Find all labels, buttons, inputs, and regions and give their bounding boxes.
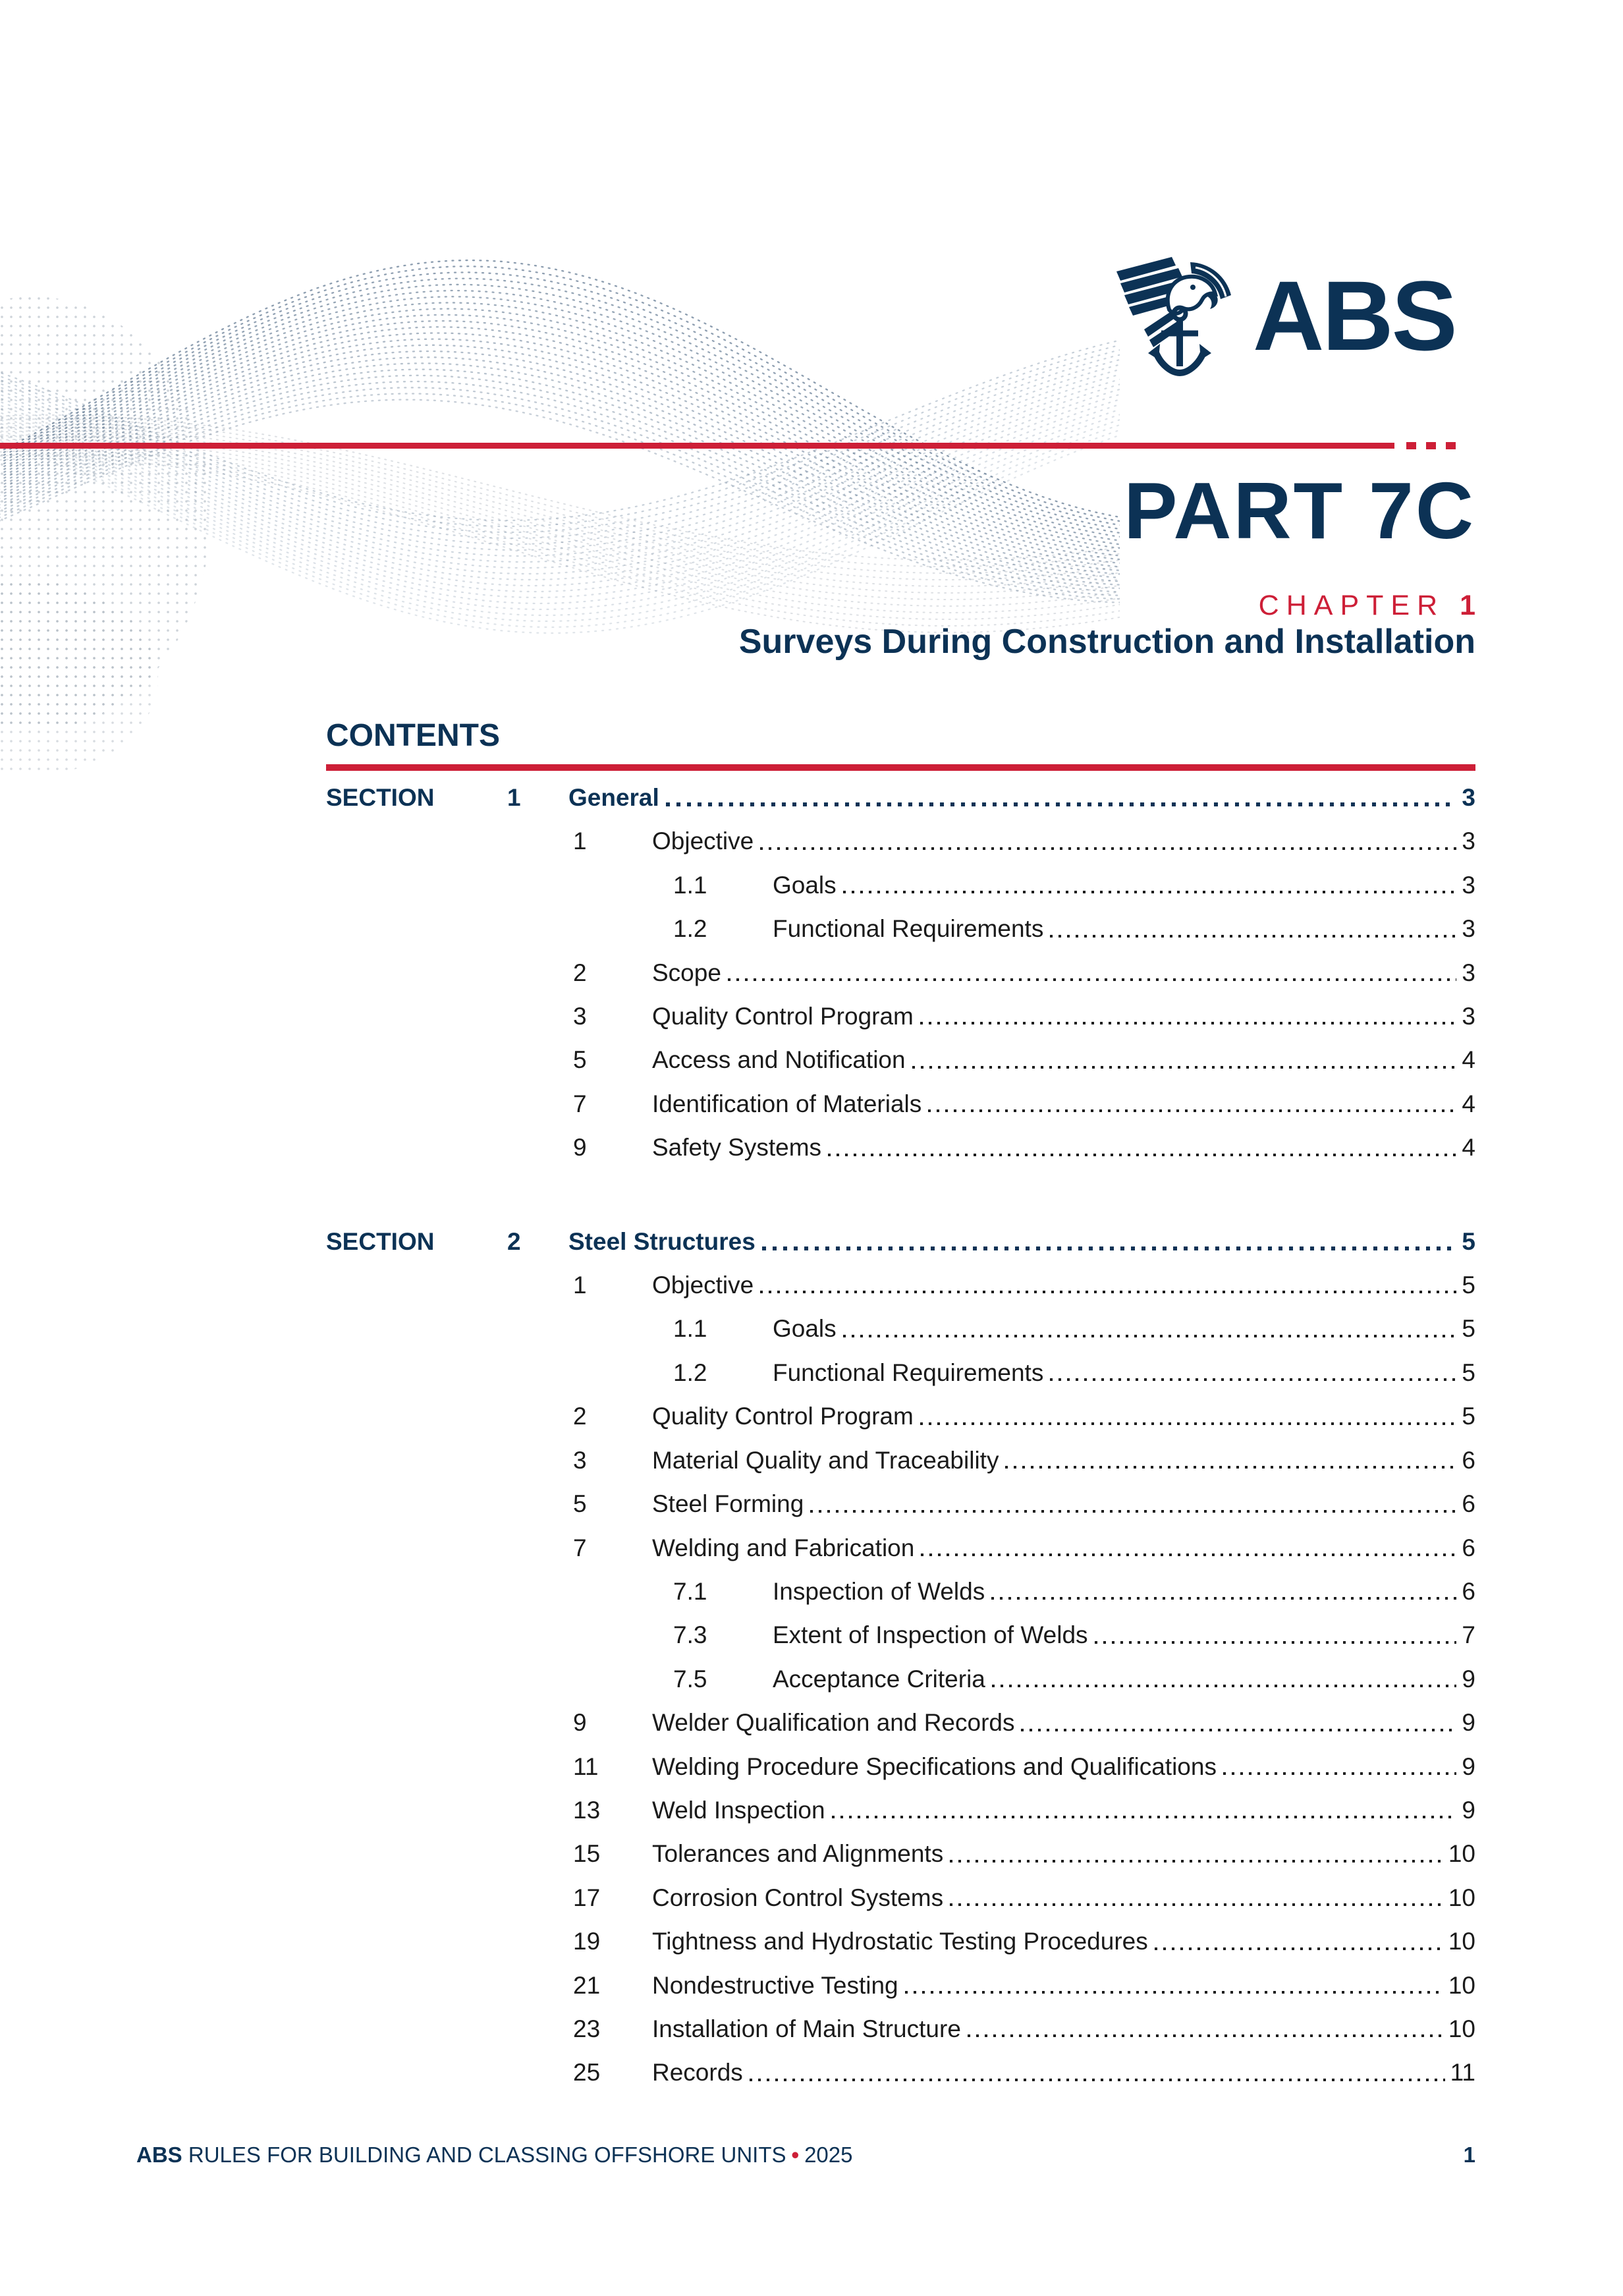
toc-entry-title: Functional Requirements [773, 915, 1044, 943]
toc-entry-title: Acceptance Criteria [773, 1665, 985, 1693]
toc-entry-title: Objective [652, 1272, 754, 1299]
toc-entry[interactable] [326, 951, 1475, 995]
toc-entry-title: Corrosion Control Systems [652, 1884, 944, 1911]
footer-brand: ABS [136, 2142, 182, 2167]
toc-entry-page: 4 [1462, 1134, 1475, 1162]
dot-leader [843, 891, 1457, 893]
toc-entry-page: 9 [1462, 1796, 1475, 1824]
dot-leader [810, 1510, 1456, 1513]
dot-leader [1050, 935, 1456, 938]
toc-entry-title: Material Quality and Traceability [652, 1446, 999, 1474]
footer-page-number: 1 [1463, 2142, 1475, 2167]
dot-leader [1005, 1466, 1456, 1469]
dot-leader [991, 1597, 1456, 1600]
dot-leader [843, 1335, 1457, 1337]
abs-logo-text: ABS [1253, 260, 1456, 371]
toc-entry[interactable] [326, 995, 1475, 1038]
toc-entry-page: 3 [1462, 784, 1475, 811]
toc-entry-number: 1.2 [673, 1358, 707, 1386]
toc-entry[interactable] [326, 2051, 1475, 2094]
toc-entry-title: Inspection of Welds [773, 1577, 985, 1605]
footer-doc-title [136, 2142, 853, 2168]
toc-section [326, 1220, 1475, 2095]
toc-entry-page: 4 [1462, 1090, 1475, 1117]
toc-entry-page: 7 [1462, 1621, 1475, 1649]
dot-leader [828, 1154, 1456, 1156]
toc-section-heading[interactable] [326, 776, 1475, 820]
toc-entry-page: 3 [1462, 827, 1475, 855]
toc-entry-title: Quality Control Program [652, 1003, 914, 1030]
dot-leader [728, 978, 1457, 981]
toc-entry-title: Welder Qualification and Records [652, 1709, 1015, 1737]
dot-leader [950, 1903, 1443, 1906]
toc-entry-title: Nondestructive Testing [652, 1971, 898, 1999]
chapter-label: CHAPTER [1258, 590, 1445, 621]
toc-entry-title: Goals [773, 1315, 837, 1343]
dot-leader [1021, 1729, 1456, 1731]
dot-leader [750, 2079, 1445, 2081]
toc-entry-page: 3 [1462, 871, 1475, 899]
toc-entry-number: 1 [507, 784, 521, 811]
dot-leader [920, 1022, 1457, 1024]
footer-year: 2025 [804, 2142, 853, 2167]
toc-entry-page: 9 [1462, 1665, 1475, 1693]
toc-entry-page: 3 [1462, 1003, 1475, 1030]
toc-entry-number: 7.5 [673, 1665, 707, 1693]
dot-leader [666, 802, 1457, 806]
chapter-title: Surveys During Construction and Installation [738, 623, 1475, 661]
footer-bullet: • [791, 2142, 800, 2167]
dot-leader [968, 2034, 1443, 2037]
toc-entry-number: 2 [573, 959, 587, 986]
toc-entry[interactable] [326, 1701, 1475, 1745]
dot-leader [760, 847, 1456, 850]
toc-entry-number: 1 [573, 1272, 587, 1299]
toc-entry-title: General [568, 784, 659, 811]
page-footer [0, 2142, 1623, 2168]
toc-entry-title: Objective [652, 827, 754, 855]
toc-entry[interactable] [326, 1876, 1475, 1920]
contents-heading: CONTENTS [326, 718, 500, 753]
toc-entry[interactable] [326, 1351, 1475, 1395]
toc-entry-number: 1 [573, 827, 587, 855]
toc-entry-page: 10 [1448, 1928, 1475, 1955]
toc-entry-title: Welding and Fabrication [652, 1534, 915, 1561]
toc-entry-page: 10 [1448, 2015, 1475, 2042]
toc-entry-number: 17 [573, 1884, 601, 1911]
toc-entry-page: 6 [1462, 1534, 1475, 1561]
toc-entry-title: Tolerances and Alignments [652, 1840, 944, 1868]
toc-entry-number: 9 [573, 1709, 587, 1737]
toc-entry-number: 9 [573, 1134, 587, 1162]
toc-entry-page: 5 [1462, 1272, 1475, 1299]
toc-entry-page: 5 [1462, 1403, 1475, 1430]
toc-entry-page: 3 [1462, 915, 1475, 943]
toc-entry[interactable] [326, 1658, 1475, 1701]
toc-entry-number: 3 [573, 1446, 587, 1474]
dot-leader [760, 1291, 1456, 1293]
toc-entry-number: 21 [573, 1971, 601, 1999]
toc-entry-number: 23 [573, 2015, 601, 2042]
toc-entry-title: Goals [773, 871, 837, 899]
dot-leader [905, 1991, 1443, 1994]
toc [326, 776, 1475, 2095]
toc-entry-number: 11 [573, 1752, 599, 1780]
toc-entry-page: 5 [1462, 1315, 1475, 1343]
toc-entry-number: 19 [573, 1928, 601, 1955]
toc-entry[interactable] [326, 1570, 1475, 1613]
toc-entry-title: Tightness and Hydrostatic Testing Procedures [652, 1928, 1148, 1955]
toc-entry[interactable] [326, 1832, 1475, 1876]
toc-entry-number: 7.3 [673, 1621, 707, 1649]
toc-entry-title: Steel Forming [652, 1490, 804, 1518]
toc-entry[interactable] [326, 1395, 1475, 1438]
toc-entry-page: 6 [1462, 1446, 1475, 1474]
toc-entry[interactable] [326, 1439, 1475, 1482]
toc-section-heading[interactable] [326, 1220, 1475, 1264]
toc-entry[interactable] [326, 1526, 1475, 1570]
toc-entry-number: 1.1 [673, 871, 707, 899]
toc-entry-number: 2 [507, 1227, 521, 1255]
toc-entry-number: 7.1 [673, 1577, 707, 1605]
toc-entry[interactable] [326, 1264, 1475, 1307]
toc-entry-number: 5 [573, 1490, 587, 1518]
toc-entry[interactable] [326, 1082, 1475, 1126]
toc-entry-page: 11 [1450, 2059, 1475, 2086]
toc-entry-page: 10 [1448, 1971, 1475, 1999]
toc-entry-page: 9 [1462, 1709, 1475, 1737]
toc-entry-number: 5 [573, 1046, 587, 1074]
chapter-number: 1 [1460, 590, 1475, 621]
toc-entry-number: 15 [573, 1840, 601, 1868]
part-title: PART 7C [1124, 466, 1475, 555]
toc-entry-title: Steel Structures [568, 1227, 756, 1255]
abs-logo [1111, 244, 1456, 387]
footer-title-text: RULES FOR BUILDING AND CLASSING OFFSHORE UNITS [188, 2142, 786, 2167]
toc-entry[interactable] [326, 1789, 1475, 1832]
toc-entry[interactable] [326, 1613, 1475, 1657]
toc-entry-title: Weld Inspection [652, 1796, 825, 1824]
toc-section-label: SECTION [326, 1227, 435, 1255]
toc-entry-title: Functional Requirements [773, 1358, 1044, 1386]
toc-entry[interactable] [326, 1482, 1475, 1526]
toc-entry-title: Welding Procedure Specifications and Qualifications [652, 1752, 1217, 1780]
toc-entry-page: 10 [1448, 1884, 1475, 1911]
wave-pattern [0, 250, 1120, 771]
dot-leader [832, 1816, 1457, 1818]
dot-leader [1050, 1378, 1456, 1381]
toc-entry-page: 10 [1448, 1840, 1475, 1868]
toc-entry-page: 6 [1462, 1577, 1475, 1605]
toc-entry-page: 3 [1462, 959, 1475, 986]
toc-entry[interactable] [326, 820, 1475, 863]
toc-entry-title: Extent of Inspection of Welds [773, 1621, 1088, 1649]
toc-section [326, 776, 1475, 1170]
toc-entry[interactable] [326, 1920, 1475, 1963]
toc-entry-title: Installation of Main Structure [652, 2015, 961, 2042]
toc-entry-number: 1.2 [673, 915, 707, 943]
toc-entry-number: 13 [573, 1796, 601, 1824]
toc-entry-title: Scope [652, 959, 721, 986]
toc-entry-number: 2 [573, 1403, 587, 1430]
toc-entry[interactable] [326, 1126, 1475, 1169]
toc-entry-title: Quality Control Program [652, 1403, 914, 1430]
dot-leader [921, 1554, 1456, 1556]
contents-red-rule [326, 764, 1475, 771]
dot-leader [1223, 1772, 1456, 1775]
toc-entry-number: 7 [573, 1090, 587, 1117]
dot-leader [992, 1685, 1457, 1687]
toc-entry-page: 4 [1462, 1046, 1475, 1074]
toc-entry[interactable] [326, 864, 1475, 907]
toc-entry-title: Access and Notification [652, 1046, 906, 1074]
abs-eagle-anchor-icon [1111, 244, 1250, 387]
red-dash-ellipsis-icon [1406, 442, 1456, 449]
toc-entry-title: Records [652, 2059, 743, 2086]
toc-entry-page: 5 [1462, 1227, 1475, 1255]
toc-entry-number: 3 [573, 1003, 587, 1030]
chapter-heading [1259, 592, 1475, 620]
dot-leader [762, 1246, 1457, 1250]
toc-entry-number: 1.1 [673, 1315, 707, 1343]
dot-leader [920, 1422, 1457, 1425]
dot-leader [950, 1860, 1443, 1862]
toc-entry[interactable] [326, 1038, 1475, 1082]
toc-entry[interactable] [326, 1964, 1475, 2007]
toc-entry[interactable] [326, 907, 1475, 951]
header-red-line [0, 443, 1394, 449]
toc-entry[interactable] [326, 1307, 1475, 1351]
dot-leader [912, 1066, 1457, 1069]
toc-entry-page: 6 [1462, 1490, 1475, 1518]
toc-entry-page: 9 [1462, 1752, 1475, 1780]
toc-section-label: SECTION [326, 784, 435, 811]
dot-leader [928, 1109, 1456, 1112]
dot-leader [1155, 1947, 1443, 1950]
toc-entry-page: 5 [1462, 1358, 1475, 1386]
toc-entry-number: 25 [573, 2059, 601, 2086]
toc-entry-title: Identification of Materials [652, 1090, 922, 1117]
toc-entry[interactable] [326, 2007, 1475, 2051]
toc-entry-title: Safety Systems [652, 1134, 822, 1162]
toc-entry[interactable] [326, 1745, 1475, 1789]
toc-entry-number: 7 [573, 1534, 587, 1561]
dot-leader [1095, 1641, 1457, 1644]
